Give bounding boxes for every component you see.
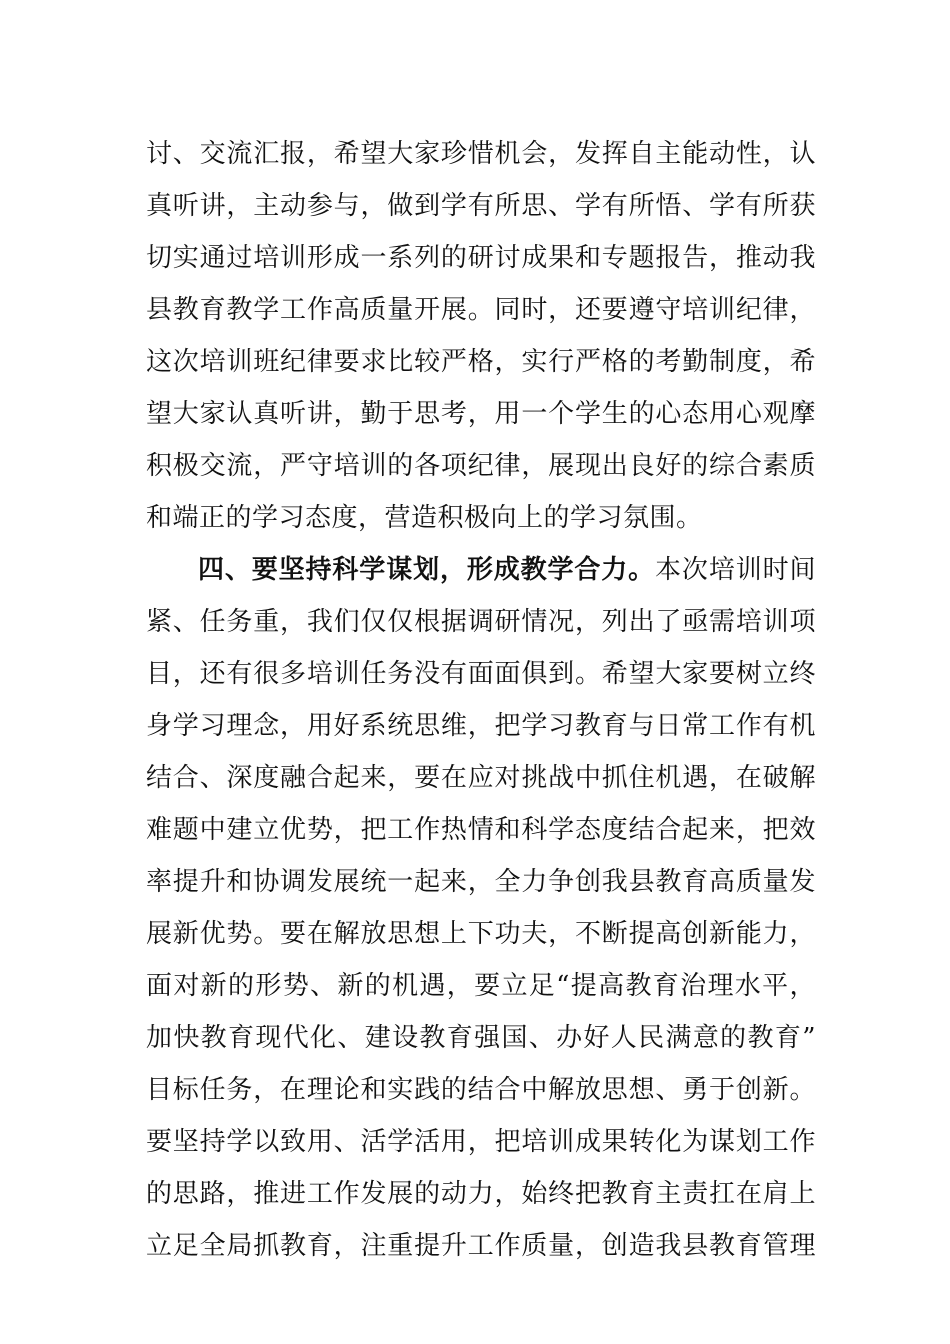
section-heading: 四、要坚持科学谋划，形成教学合力。 — [198, 555, 656, 585]
text-line: 积极交流，严守培训的各项纪律，展现出良好的综合素质 — [146, 451, 816, 481]
text-line: 展新优势。要在解放思想上下功夫，不断提高创新能力， — [146, 919, 816, 949]
text-line: 面对新的形势、新的机遇，要立足“提高教育治理水平， — [146, 971, 816, 1001]
text-line: 这次培训班纪律要求比较严格，实行严格的考勤制度，希 — [146, 347, 816, 377]
text-line: 目标任务，在理论和实践的结合中解放思想、勇于创新。 — [146, 1075, 816, 1105]
text-line: 和端正的学习态度，营造积极向上的学习氛围。 — [146, 503, 703, 533]
text-line: 身学习理念，用好系统思维，把学习教育与日常工作有机 — [146, 711, 816, 741]
text-line: 讨、交流汇报，希望大家珍惜机会，发挥自主能动性，认 — [146, 139, 816, 169]
text-line: 望大家认真听讲，勤于思考，用一个学生的心态用心观摩 — [146, 399, 816, 429]
text-line: 立足全局抓教育，注重提升工作质量，创造我县教育管理 — [146, 1231, 816, 1261]
text-span: 本次培训时间 — [655, 555, 816, 585]
body-text — [146, 128, 816, 1272]
text-line: 县教育教学工作高质量开展。同时，还要遵守培训纪律， — [146, 295, 816, 325]
text-line: 率提升和协调发展统一起来，全力争创我县教育高质量发 — [146, 867, 816, 897]
text-line: 真听讲，主动参与，做到学有所思、学有所悟、学有所获 — [146, 191, 816, 221]
section-heading-line — [146, 544, 816, 596]
text-line: 紧、任务重，我们仅仅根据调研情况，列出了亟需培训项 — [146, 607, 816, 637]
paragraph-attendance — [146, 128, 816, 544]
text-line: 加快教育现代化、建设教育强国、办好人民满意的教育” — [146, 1023, 816, 1053]
text-line: 结合、深度融合起来，要在应对挑战中抓住机遇，在破解 — [146, 763, 816, 793]
text-line: 目，还有很多培训任务没有面面俱到。希望大家要树立终 — [146, 659, 816, 689]
text-line: 切实通过培训形成一系列的研讨成果和专题报告，推动我 — [146, 243, 816, 273]
text-line: 难题中建立优势，把工作热情和科学态度结合起来，把效 — [146, 815, 816, 845]
paragraph-section-four — [146, 544, 816, 1272]
text-line: 的思路，推进工作发展的动力，始终把教育主责扛在肩上 — [146, 1179, 816, 1209]
text-line: 要坚持学以致用、活学活用，把培训成果转化为谋划工作 — [146, 1127, 816, 1157]
